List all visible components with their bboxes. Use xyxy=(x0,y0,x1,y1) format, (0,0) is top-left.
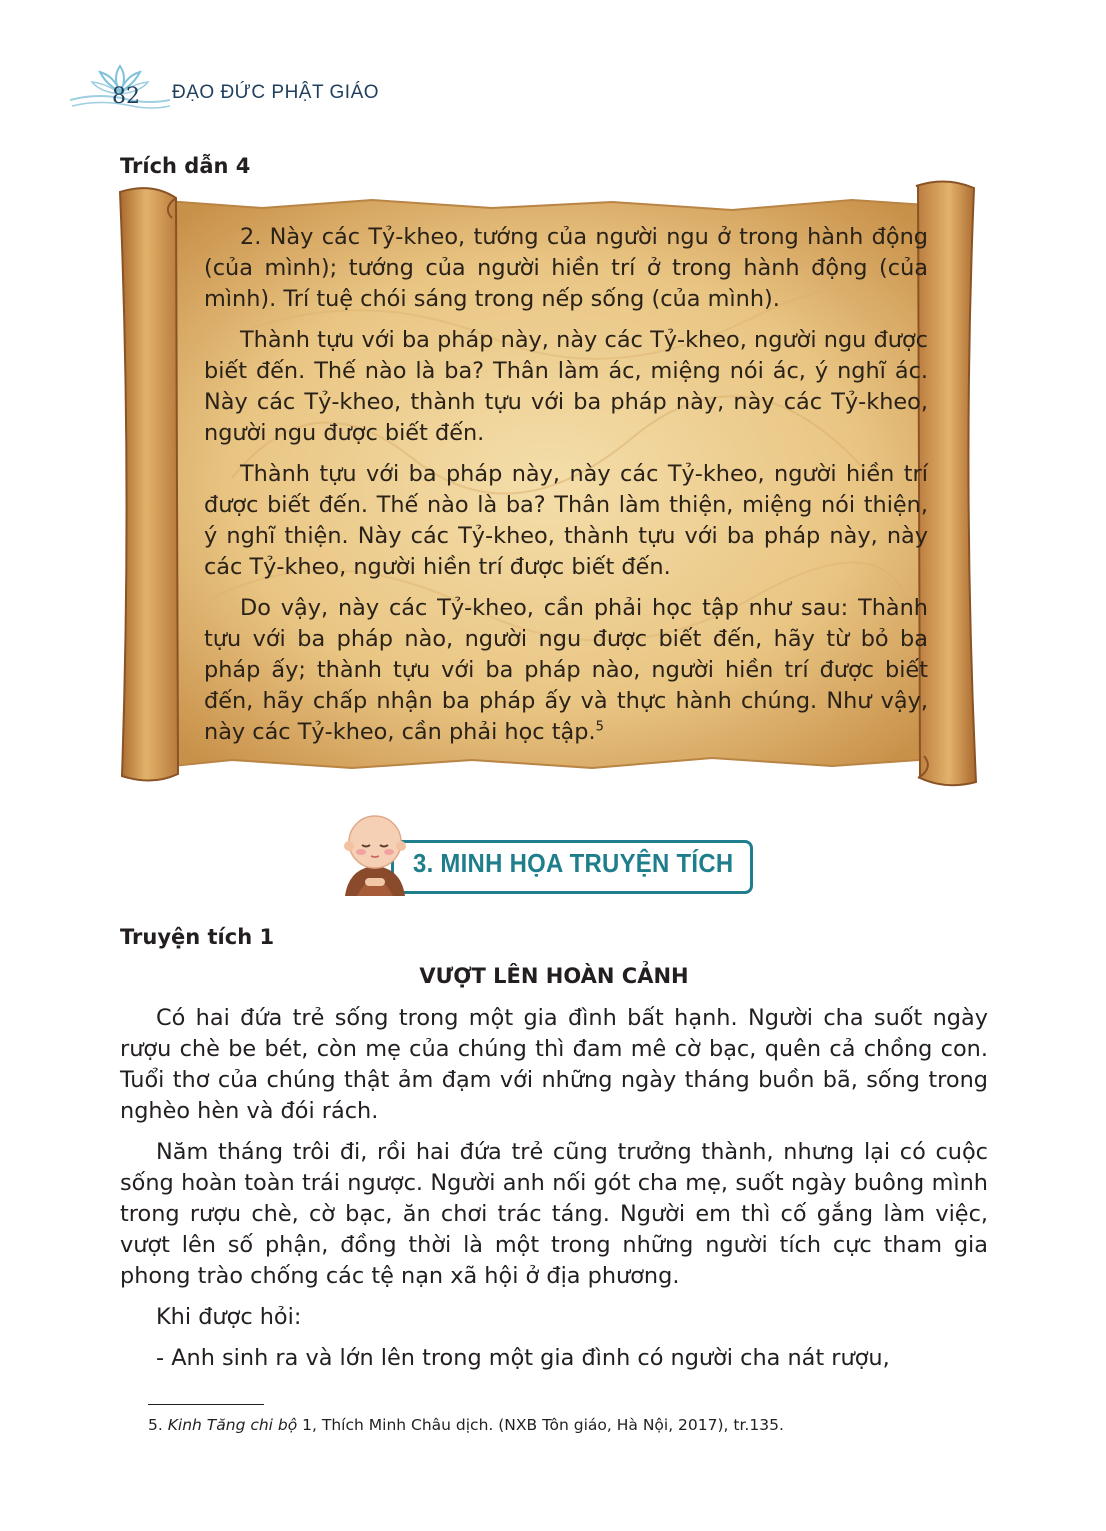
footnote-book-title: Kinh Tăng chi bộ xyxy=(167,1416,298,1434)
quote-text xyxy=(204,222,928,758)
quote-paragraph-text: Do vậy, này các Tỷ-kheo, cần phải học tập như sau: Thành tựu với ba pháp nào, người ngu được biết đến, hãy từ bỏ ba pháp ấy; thành tựu với ba pháp nào, người hiền trí được biết đến, hãy chấp nhận ba pháp ấy và thực hành chúng. Như vậy, này các Tỷ-kheo, cần phải học tập. xyxy=(204,595,928,745)
monk-icon xyxy=(335,810,415,900)
footnote-reference: 5 xyxy=(595,719,604,735)
footnote-citation: 1, Thích Minh Châu dịch. (NXB Tôn giáo, Hà Nội, 2017), tr.135. xyxy=(297,1416,784,1434)
story-paragraph: Năm tháng trôi đi, rồi hai đứa trẻ cũng trưởng thành, nhưng lại có cuộc sống hoàn toàn trái ngược. Người anh nối gót cha mẹ, suốt ngày buông mình trong rượu chè, cờ bạc, ăn chơi trác táng. Người em thì cố gắng làm việc, vượt lên số phận, đồng thời là một trong những người tích cực tham gia phong trào chống các tệ nạn xã hội ở địa phương. xyxy=(120,1139,988,1289)
footnote-divider xyxy=(148,1404,264,1405)
page-number: 82 xyxy=(112,84,140,109)
story-title: VƯỢT LÊN HOÀN CẢNH xyxy=(419,964,689,988)
quote-label: Trích dẫn 4 xyxy=(120,154,251,178)
story-paragraph: - Anh sinh ra và lớn lên trong một gia đình có người cha nát rượu, xyxy=(156,1345,890,1371)
story-text xyxy=(120,1003,988,1384)
story-paragraph: Có hai đứa trẻ sống trong một gia đình bất hạnh. Người cha suốt ngày rượu chè be bét, còn mẹ của chúng thì đam mê cờ bạc, quên cả chồng con. Tuổi thơ của chúng thật ảm đạm với những ngày tháng buồn bã, sống trong nghèo hèn và đói rách. xyxy=(120,1005,988,1124)
quote-paragraph: Thành tựu với ba pháp này, này các Tỷ-kheo, người ngu được biết đến. Thế nào là ba? Thân làm ác, miệng nói ác, ý nghĩ ác. Này các Tỷ-kheo, thành tựu với ba pháp này, này các Tỷ-kheo, người ngu được biết đến. xyxy=(204,327,928,446)
footnote-number: 5. xyxy=(148,1416,163,1434)
quote-paragraph: 2. Này các Tỷ-kheo, tướng của người ngu ở trong hành động (của mình); tướng của người hiền trí ở trong hành động (của mình). Trí tuệ chói sáng trong nếp sống (của mình). xyxy=(204,224,928,312)
quote-paragraph-last xyxy=(204,593,928,748)
footnote xyxy=(148,1416,988,1434)
running-title: ĐẠO ĐỨC PHẬT GIÁO xyxy=(172,82,380,103)
page-header xyxy=(70,62,400,112)
story-label: Truyện tích 1 xyxy=(120,925,275,949)
section-banner xyxy=(335,810,765,900)
banner-title: 3. MINH HỌA TRUYỆN TÍCH xyxy=(413,848,734,878)
quote-paragraph: Thành tựu với ba pháp này, này các Tỷ-kheo, người hiền trí được biết đến. Thế nào là ba? Thân làm thiện, miệng nói thiện, ý nghĩ thiện. Này các Tỷ-kheo, thành tựu với ba pháp này, này các Tỷ-kheo, người hiền trí được biết đến. xyxy=(204,461,928,580)
story-paragraph: Khi được hỏi: xyxy=(156,1304,302,1330)
parchment-scroll xyxy=(112,178,982,790)
